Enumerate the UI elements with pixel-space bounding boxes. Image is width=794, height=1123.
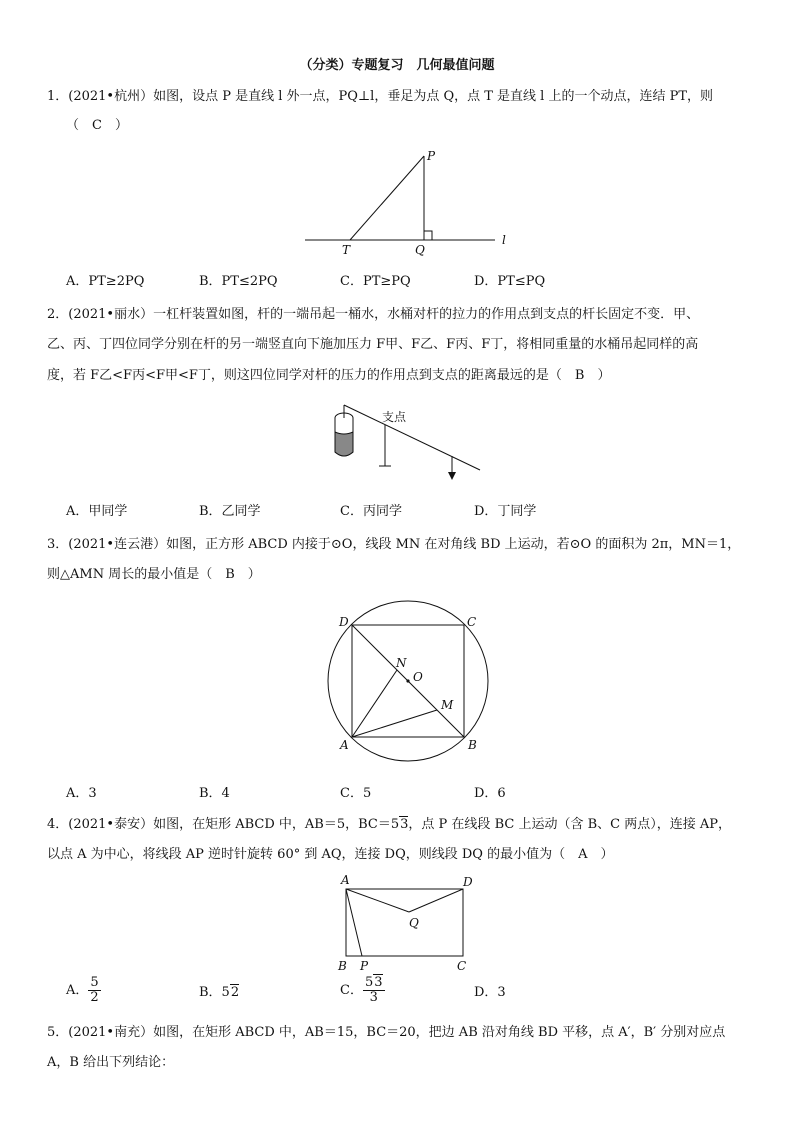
q4-stem-line1-a: 4．(2021•泰安）如图，在矩形 ABCD 中，AB＝5，BC＝5 (47, 817, 400, 832)
q4-segment-dq (409, 889, 463, 912)
q1-option-a: A．PT≥2PQ (66, 274, 145, 289)
q4-label-a: A (341, 873, 350, 887)
q4-segment-aq (346, 889, 409, 912)
q4-option-c-den: 3 (369, 990, 378, 1005)
q2-option-a: A．甲同学 (66, 504, 128, 519)
q2-stem-line2: 乙、丙、丁四位同学分别在杆的另一端竖直向下施加压力 F甲、F乙、F丙、F丁，将相同重量的水桶吊起同样的高 (47, 337, 699, 352)
q4-option-a-num: 5 (90, 975, 99, 990)
q3-label-b: B (468, 738, 477, 752)
q2-fulcrum-label: 支点 (382, 410, 407, 424)
q4-option-a-prefix: A． (66, 983, 89, 998)
q1-label-t: T (342, 243, 351, 257)
q4-label-q: Q (409, 916, 419, 930)
q2-option-d: D．丁同学 (474, 504, 537, 519)
q3-stem-line2: 则△AMN 周长的最小值是（ B ） (47, 567, 261, 582)
q1-label-p: P (427, 149, 436, 163)
q4-option-b (199, 984, 239, 1002)
q5-stem-line2: A，B 给出下列结论： (47, 1055, 175, 1070)
q5-stem-line1: 5．(2021•南充）如图，在矩形 ABCD 中，AB＝15，BC＝20，把边 AB 沿对角线 BD 平移，点 A′，B′ 分别对应点 (47, 1025, 726, 1040)
q3-option-d: D．6 (474, 786, 506, 801)
q4-label-d: D (463, 875, 473, 889)
q4-option-a-den: 2 (90, 990, 99, 1005)
q1-option-c: C．PT≥PQ (340, 274, 411, 289)
q4-stem-line2: 以点 A 为中心，将线段 AP 逆时针旋转 60° 到 AQ，连接 DQ，则线段 DQ 的最小值为（ A ） (47, 847, 614, 862)
q4-option-b-sqrt: 2 (230, 985, 240, 1000)
q1-stem-line1: 1．(2021•杭州）如图，设点 P 是直线 l 外一点，PQ⊥l，垂足为点 Q，点 T 是直线 l 上的一个动点，连结 PT，则 (47, 89, 714, 104)
q1-label-q: Q (415, 243, 425, 257)
q2-option-c: C．丙同学 (340, 504, 402, 519)
page-title: （分类）专题复习 几何最值问题 (299, 58, 495, 73)
q4-option-d: D．3 (474, 985, 506, 1000)
q1-option-d: D．PT≤PQ (474, 274, 546, 289)
q4-option-c-prefix: C． (340, 983, 363, 998)
q3-option-c: C．5 (340, 786, 372, 801)
q1-option-b: B．PT≤2PQ (199, 274, 278, 289)
q3-label-n: N (396, 656, 407, 670)
q4-option-b-prefix: B．5 (199, 985, 230, 1000)
q4-label-c: C (457, 959, 467, 973)
q1-answer: （ C ） (66, 118, 128, 133)
q4-label-b: B (338, 959, 347, 973)
q3-option-b: B．4 (199, 786, 230, 801)
q4-segment-ap (346, 889, 362, 956)
q4-option-c (340, 976, 385, 1005)
q4-label-p: P (360, 959, 369, 973)
q3-label-c: C (467, 615, 477, 629)
q3-label-a: A (340, 738, 349, 752)
q4-option-c-num (363, 976, 385, 991)
q4-stem-line1-sqrt: 3 (400, 817, 409, 832)
q2-option-b: B．乙同学 (199, 504, 261, 519)
q3-label-o: O (413, 670, 423, 684)
q4-rectangle-abcd (346, 889, 463, 956)
q4-option-a-fraction (88, 976, 100, 1005)
q3-stem-line1: 3．(2021•连云港）如图，正方形 ABCD 内接于⊙O，线段 MN 在对角线 BD 上运动，若⊙O 的面积为 2π，MN＝1， (47, 537, 741, 552)
q4-option-a (66, 976, 101, 1005)
q4-option-c-num-sqrt: 3 (374, 975, 383, 990)
q3-label-m: M (441, 698, 454, 712)
q3-label-d: D (339, 615, 349, 629)
q2-stem-line1: 2．(2021•丽水）一杠杆装置如图，杆的一端吊起一桶水，水桶对杆的拉力的作用点到支点的杆长固定不变．甲、 (47, 307, 700, 322)
q1-label-l: l (502, 233, 506, 247)
q3-option-a: A．3 (66, 786, 97, 801)
q4-option-c-num-coef: 5 (364, 975, 374, 990)
q4-stem-line1-b: ，点 P 在线段 BC 上运动（含 B、C 两点），连接 AP， (408, 817, 731, 832)
q4-option-c-fraction (363, 976, 385, 1005)
q2-stem-line3: 度，若 F乙<F丙<F甲<F丁，则这四位同学对杆的压力的作用点到支点的距离最远的是（ B ） (47, 368, 611, 383)
